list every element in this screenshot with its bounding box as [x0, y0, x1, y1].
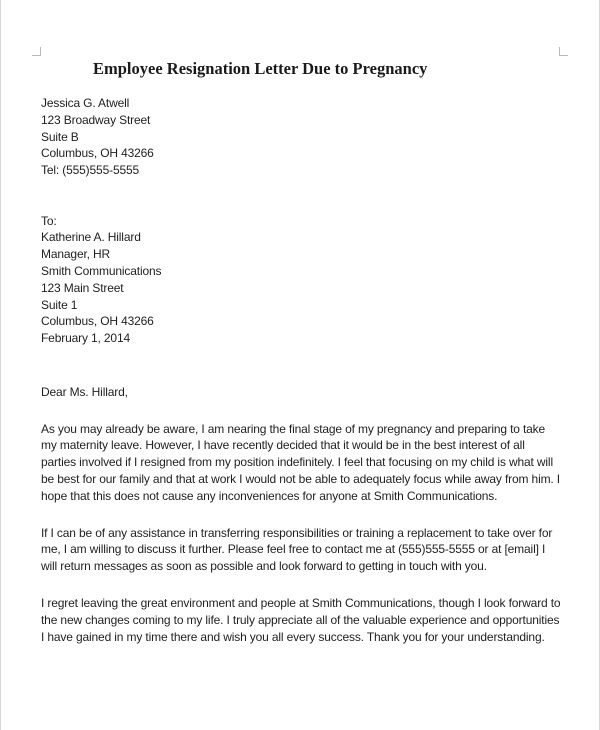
sender-street: 123 Broadway Street: [41, 112, 151, 127]
salutation: Dear Ms. Hillard,: [41, 384, 128, 399]
margin-corner-mark-right: [559, 47, 568, 56]
sender-block: [41, 95, 561, 179]
recipient-company: Smith Communications: [41, 263, 162, 278]
paragraph-2: If I can be of any assistance in transferring responsibilities or training a replacement to take over for me, I am willing to discuss it further. Please feel free to contact me at (555)555-5555 or at [email] I will return messages as soon as possible and look forward to getting in touch with you.: [41, 525, 553, 574]
paragraph-1: As you may already be aware, I am nearing the final stage of my pregnancy and preparing to take my maternity leave. However, I have recently decided that it would be in the best interest of all parties involved if I resigned from my position indefinitely. I feel that focusing on my child is what will be best for our family and that at work I would not be able to adequately focus while away from him. I hope that this does not cause any inconveniences for anyone at Smith Communications.: [41, 421, 560, 503]
recipient-street: 123 Main Street: [41, 280, 124, 295]
sender-suite: Suite B: [41, 129, 79, 144]
letter-date: February 1, 2014: [41, 331, 130, 346]
sender-name: Jessica G. Atwell: [41, 96, 130, 110]
letter-body: [41, 95, 561, 645]
sender-city: Columbus, OH 43266: [41, 146, 154, 161]
recipient-city: Columbus, OH 43266: [41, 314, 154, 329]
paragraph-3: I regret leaving the great environment and people at Smith Communications, though I look forward to the new changes coming to my life. I truly appreciate all of the valuable experience and opportunities I have gained in my time there and wish you all every success. Thank you for your understanding.: [41, 595, 561, 644]
letter-title: Employee Resignation Letter Due to Pregnancy: [93, 59, 428, 78]
margin-corner-mark-left: [32, 47, 41, 56]
recipient-title: Manager, HR: [41, 247, 111, 262]
recipient-to-label: To:: [41, 213, 57, 228]
recipient-name: Katherine A. Hillard: [41, 230, 141, 245]
sender-tel: Tel: (555)555-5555: [41, 163, 140, 178]
recipient-suite: Suite 1: [41, 297, 78, 312]
recipient-block: [41, 213, 561, 347]
